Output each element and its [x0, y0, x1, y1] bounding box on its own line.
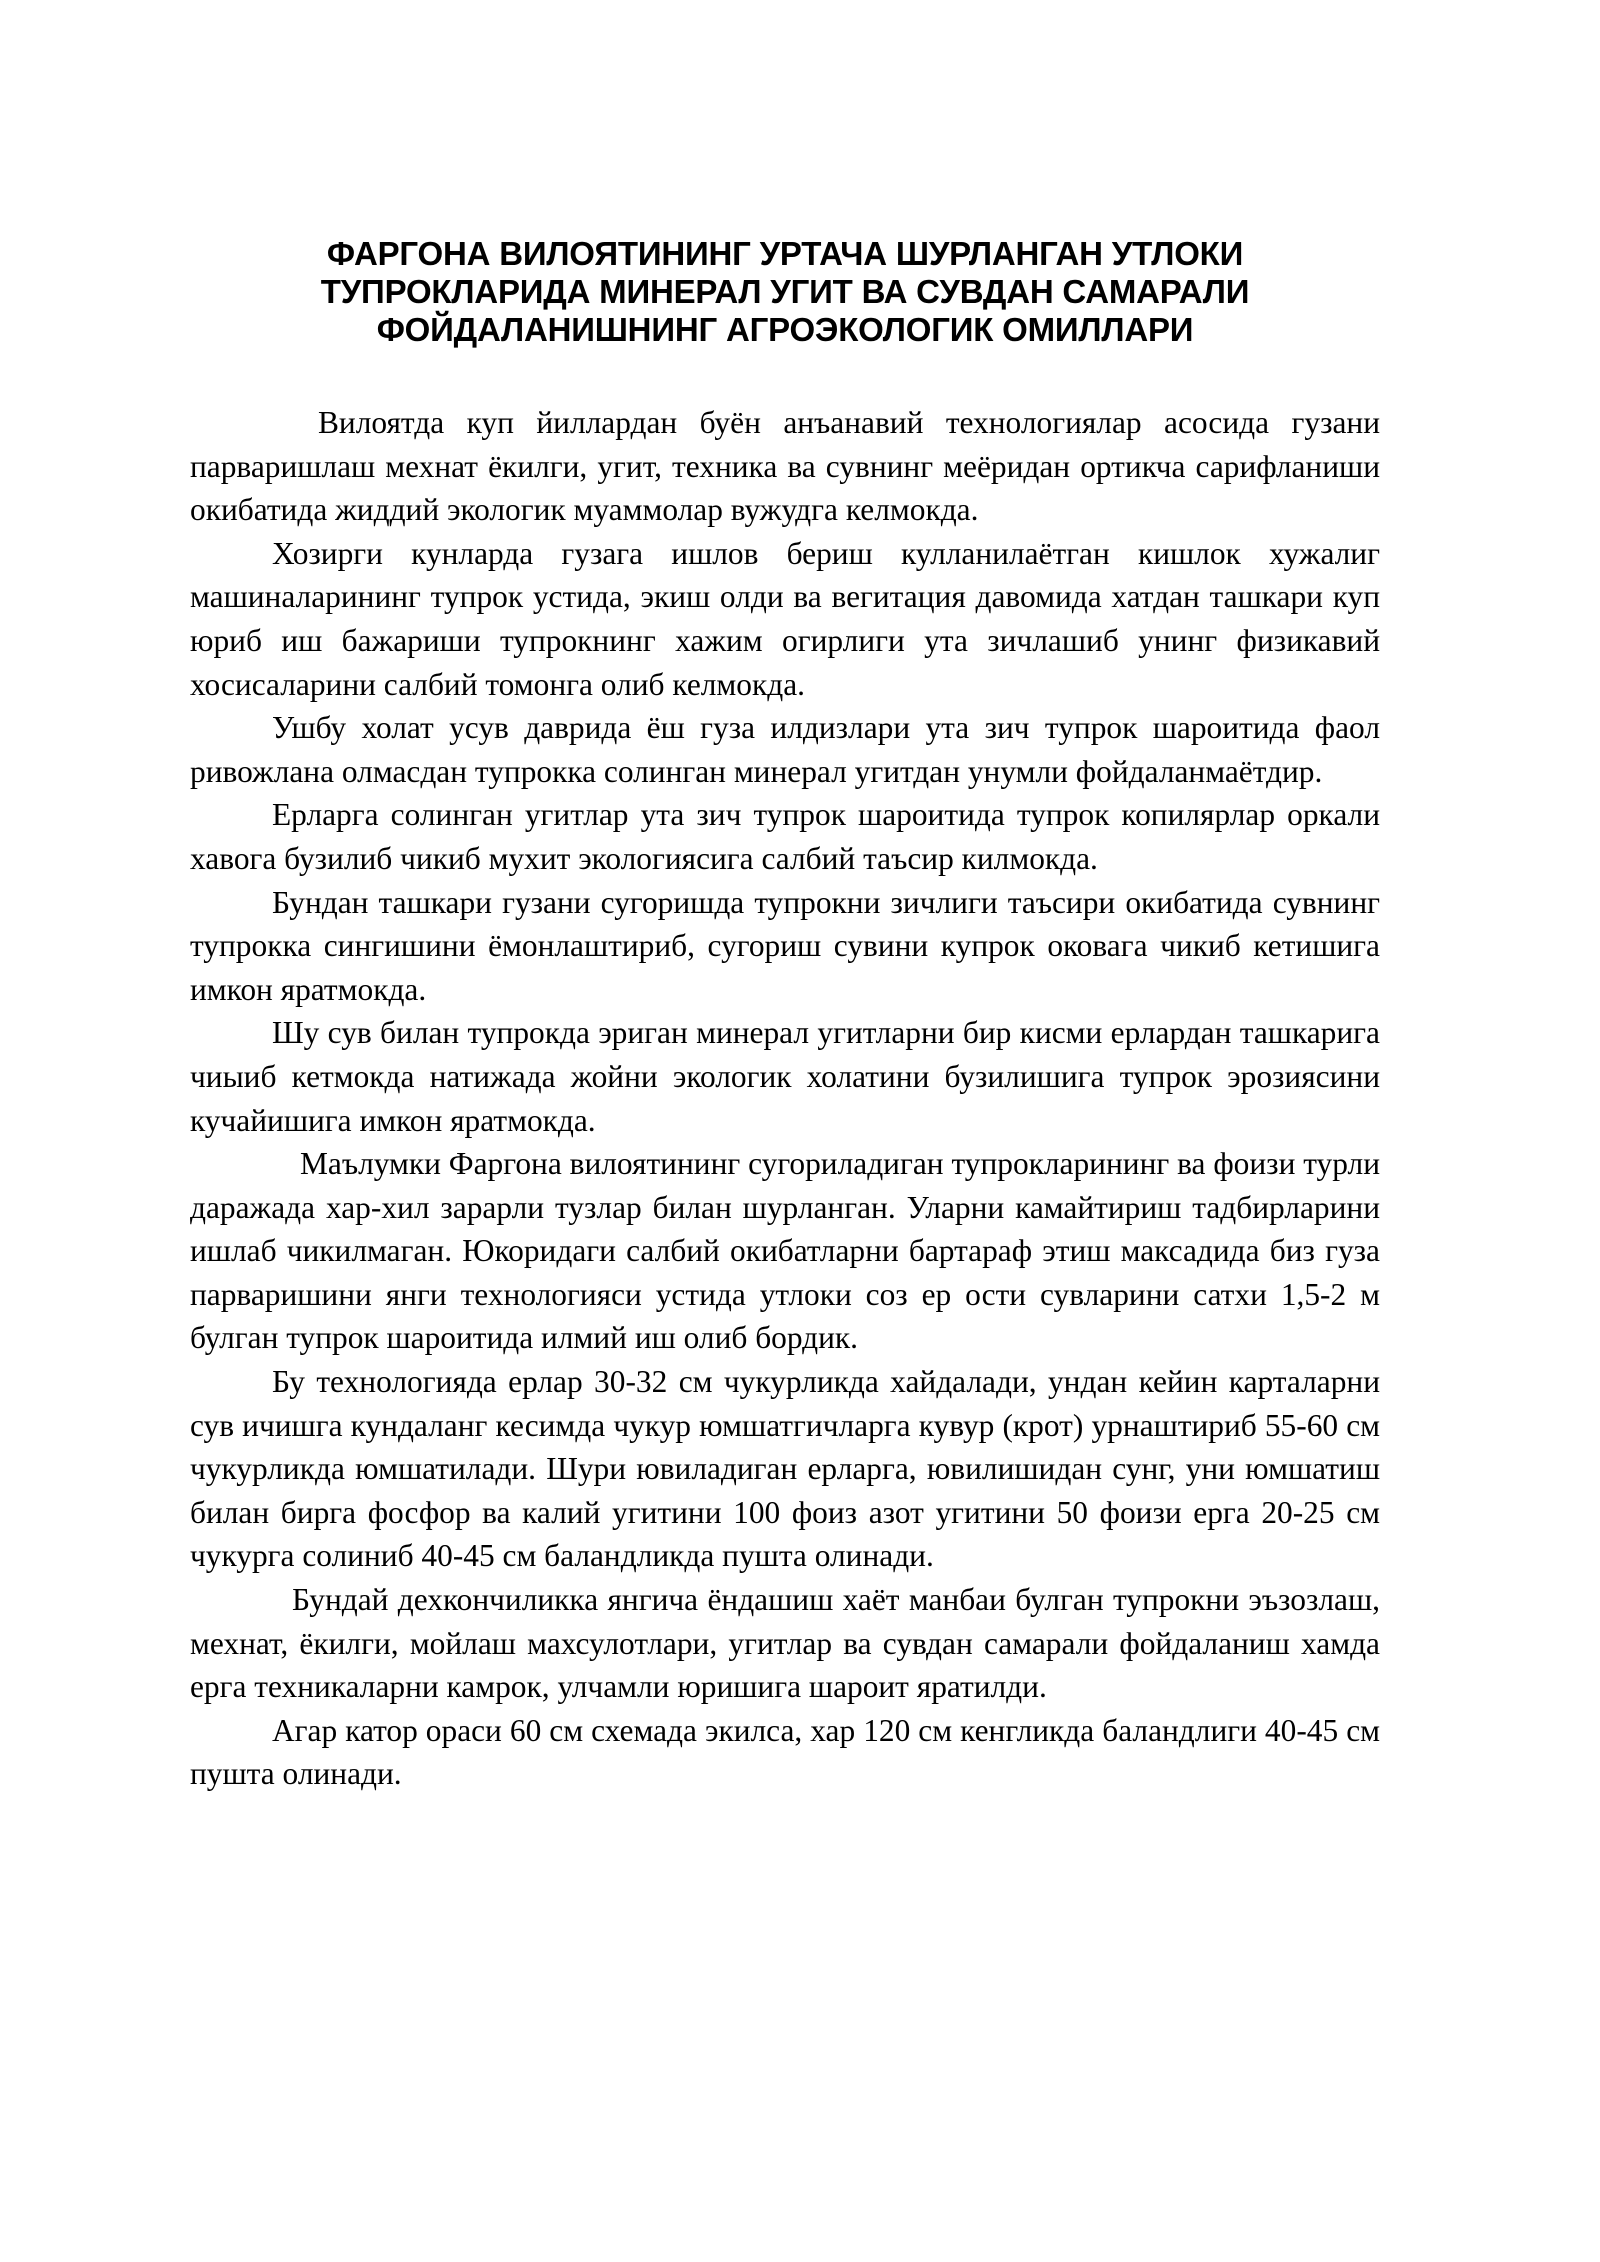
- paragraph-4: Ерларга солинган угитлар ута зич тупрок шароитида тупрок копилярлар оркали хавога бузилиб чикиб мухит экологиясига салбий таъсир килмокда.: [190, 797, 1380, 876]
- paragraph-10: Агар катор ораси 60 см схемада экилса, хар 120 см кенгликда баландлиги 40-45 см пушта олинади.: [190, 1712, 1380, 1792]
- paragraph-9: Бундай дехкончиликка янгича ёндашиш хаёт манбаи булган тупрокни эъзозлаш, мехнат, ёкилги, мойлаш махсулотлари, угитлар ва сувдан самарали фойдаланиш хамда ерга техникаларни камрок, улчамли юришига шароит яратилди.: [190, 1582, 1380, 1705]
- document-title: [190, 235, 1380, 349]
- document-page: [190, 235, 1380, 1796]
- title-line-2: ТУПРОКЛАРИДА МИНЕРАЛ УГИТ ВА СУВДАН САМАРАЛИ: [320, 273, 1250, 310]
- paragraph-6: Шу сув билан тупрокда эриган минерал угитларни бир кисми ерлардан ташкарига чиыиб кетмокда натижада жойни экологик холатини бузилишига тупрок эрозиясини кучайишига имкон яратмокда.: [190, 1015, 1380, 1138]
- title-line-1: ФАРГОНА ВИЛОЯТИНИНГ УРТАЧА ШУРЛАНГАН УТЛОКИ: [326, 235, 1244, 272]
- paragraph-8: Бу технологияда ерлар 30-32 см чукурликда хайдалади, ундан кейин карталарни сув ичишга кундаланг кесимда чукур юмшатгичларга кувур (крот) урнаштириб 55-60 см чукурликда юмшатилади. Шури ювиладиган ерларга, ювилишидан сунг, уни юмшатиш билан бирга фосфор ва калий угитини 100 фоиз азот угитини 50 фоизи ерга 20-25 см чукурга солиниб 40-45 см баландликда пушта олинади.: [190, 1364, 1380, 1574]
- document-body: [190, 401, 1380, 1796]
- paragraph-2: Хозирги кунларда гузага ишлов бериш кулланилаётган кишлок хужалиг машиналарининг тупрок устида, экиш олди ва вегитация давомида хатдан ташкари куп юриб иш бажариши тупрокнинг хажим огирлиги ута зичлашиб унинг физикавий хосисаларини салбий томонга олиб келмокда.: [190, 535, 1380, 702]
- paragraph-7: Маълумки Фаргона вилоятининг сугориладиган тупрокларининг ва фоизи турли даражада хар-хил зарарли тузлар билан шурланган. Уларни камайтириш тадбирларини ишлаб чикилмаган. Юкоридаги салбий окибатларни бартараф этиш максадида биз гуза парваришини янги технологияси устида утлоки соз ер ости сувларини сатхи 1,5-2 м булган тупрок шароитида илмий иш олиб бордик.: [190, 1146, 1380, 1356]
- paragraph-1: Вилоятда куп йиллардан буён анъанавий технологиялар асосида гузани парваришлаш мехнат ёкилги, угит, техника ва сувнинг меёридан ортикча сарифланиши окибатида жиддий экологик муаммолар вужудга келмокда.: [190, 405, 1380, 528]
- paragraph-5: Бундан ташкари гузани сугоришда тупрокни зичлиги таъсири окибатида сувнинг тупрокка сингишини ёмонлаштириб, сугориш сувини купрок оковага чикиб кетишига имкон яратмокда.: [190, 884, 1380, 1007]
- title-line-3: ФОЙДАЛАНИШНИНГ АГРОЭКОЛОГИК ОМИЛЛАРИ: [376, 311, 1194, 348]
- paragraph-3: Ушбу холат усув даврида ёш гуза илдизлари ута зич тупрок шароитида фаол ривожлана олмасдан тупрокка солинган минерал угитдан унумли фойдаланмаётдир.: [190, 710, 1380, 789]
